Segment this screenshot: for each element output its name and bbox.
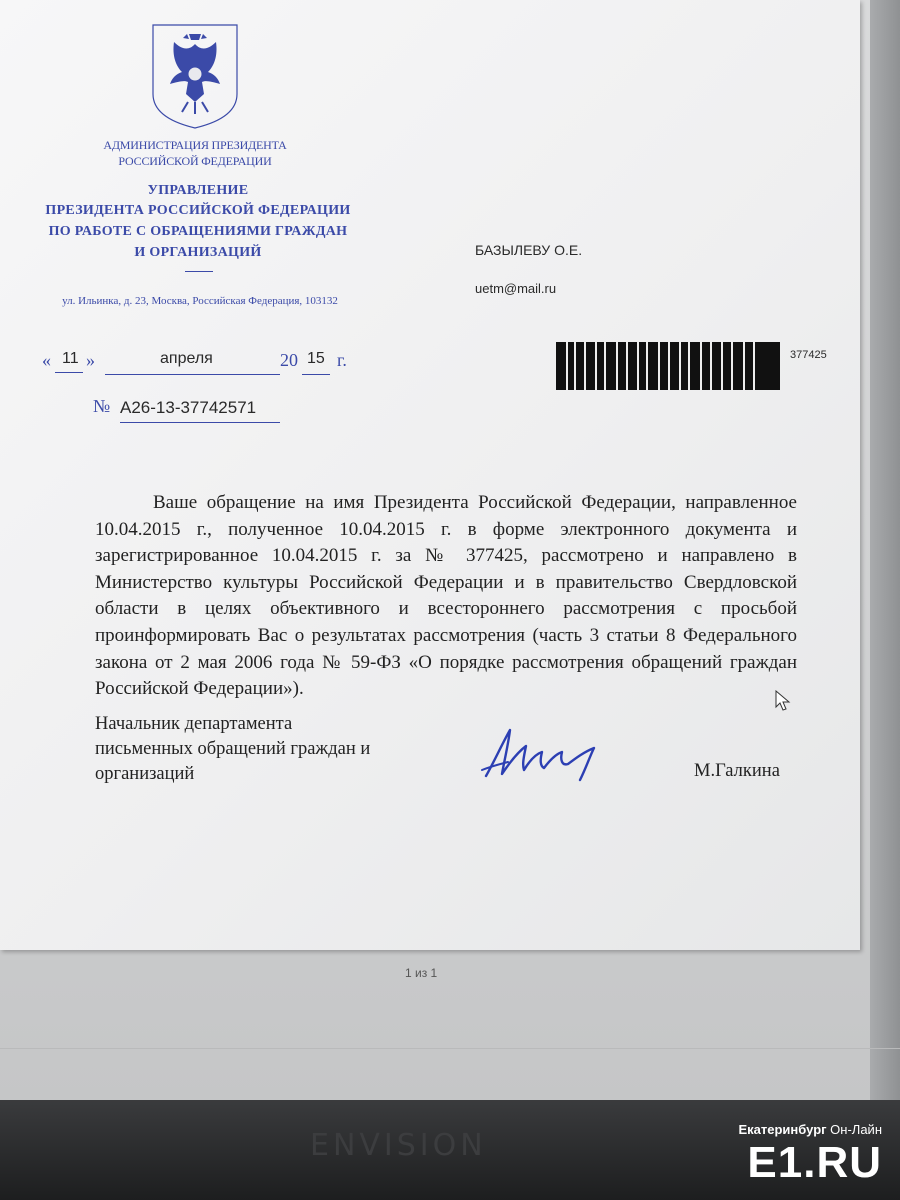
reference-number: А26-13-37742571 [120,398,257,417]
double-headed-eagle-emblem [150,22,240,130]
signatory-title-line-2: письменных обращений граждан и [95,739,371,759]
recipient-email: uetm@mail.ru [475,281,557,296]
watermark-logo: E1.RU [747,1138,882,1187]
date-year-prefix: 20 [280,350,298,370]
signatory-name: М.Галкина [694,761,780,781]
date-day: 11 [62,350,79,367]
letter-body [95,490,797,703]
divider [185,271,213,272]
admin-line-2: РОССИЙСКОЙ ФЕДЕРАЦИИ [118,154,272,168]
admin-line-1: АДМИНИСТРАЦИЯ ПРЕЗИДЕНТА [103,138,287,152]
date-quote-open: « [42,350,51,370]
date-quote-close: » [86,350,95,370]
viewer-scrollbar[interactable] [870,0,900,1100]
signatory-title-line-3: организаций [95,764,195,784]
page-count: 1 из 1 [405,966,438,980]
signatory-title [95,712,425,787]
signatory-title-line-1: Начальник департамента [95,714,293,734]
date-year-mark: г. [337,350,347,370]
recipient-name: БАЗЫЛЕВУ О.Е. [475,242,583,258]
watermark-city-light: Он-Лайн [830,1122,882,1137]
dept-line-4: И ОРГАНИЗАЦИЙ [134,245,262,260]
reference-number-label: № [93,396,111,416]
sender-address: ул. Ильинка, д. 23, Москва, Российская Федерация, 103132 [62,295,338,307]
watermark-city [738,1122,882,1137]
dept-line-3: ПО РАБОТЕ С ОБРАЩЕНИЯМИ ГРАЖДАН [48,224,348,239]
watermark-city-bold: Екатеринбург [738,1122,827,1137]
date-year-suffix: 15 [307,350,325,367]
barcode [556,342,780,390]
dept-line-2: ПРЕЗИДЕНТА РОССИЙСКОЙ ФЕДЕРАЦИИ [45,203,351,218]
date-month: апреля [160,350,213,367]
monitor-brand: ENVISION [310,1128,487,1163]
body-paragraph: Ваше обращение на имя Президента Российской Федерации, направленное 10.04.2015 г., полученное 10.04.2015 г. в форме электронного документа и зарегистрированное 10.04.2015 г. за № 377425, рассмотрено и направлено в Министерство культуры Российской Федерации и в правительство Свердловской области в целях объективного и всестороннего рассмотрения с просьбой проинформировать Вас о результатах рассмотрения (часть 3 статьи 8 Федерального закона от 2 мая 2006 года № 59-ФЗ «О порядке рассмотрения обращений граждан Российской Федерации»). [95,492,797,700]
barcode-number: 377425 [790,349,827,361]
handwritten-signature [480,722,620,784]
mouse-cursor-icon [775,690,791,712]
dept-line-1: УПРАВЛЕНИЕ [147,183,249,198]
